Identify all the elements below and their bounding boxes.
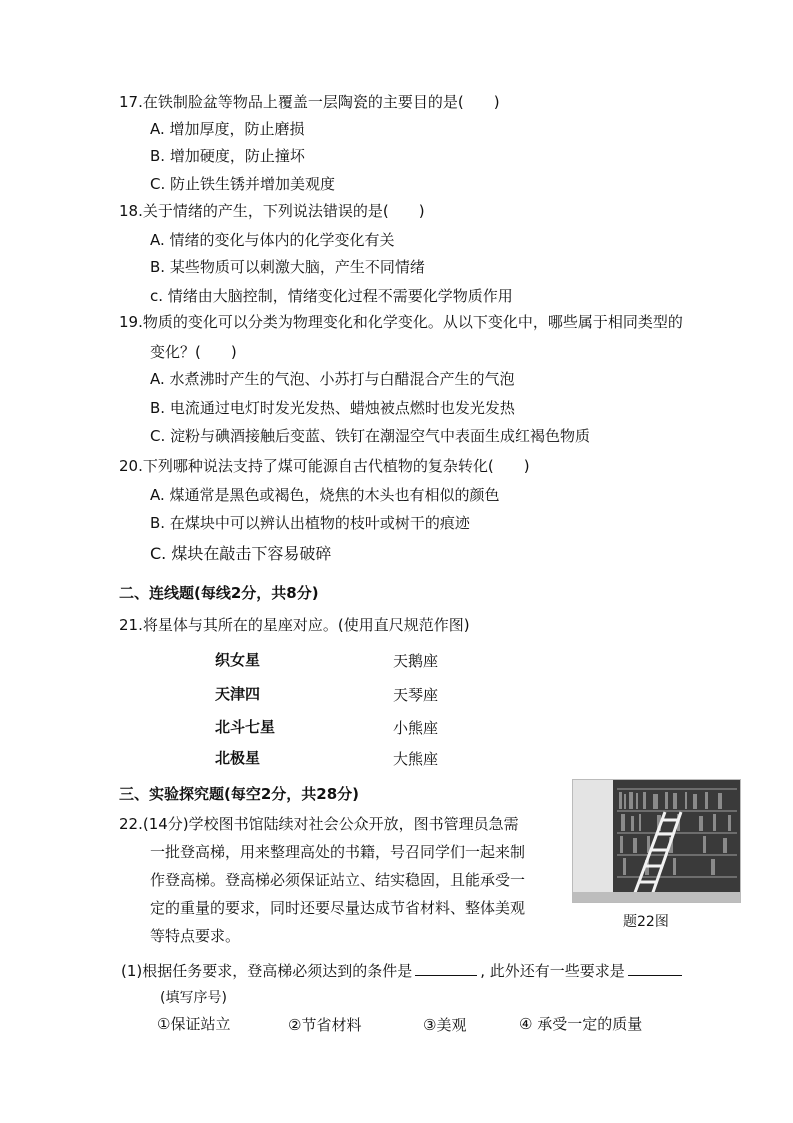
q17-option-a: A. 增加厚度，防止磨损	[150, 120, 305, 138]
star-item-1: 织女星	[215, 651, 261, 669]
star-item-2: 天津四	[215, 685, 261, 703]
section2-heading: 二、连线题(每线2分，共8分)	[119, 584, 319, 602]
choice-3: ③美观	[423, 1016, 467, 1034]
q21-stem: 21.将星体与其所在的星座对应。(使用直尺规范作图)	[119, 616, 470, 634]
star-item-3: 北斗七星	[215, 718, 276, 736]
q20-option-c: C. 煤块在敲击下容易破碎	[150, 544, 332, 563]
q19-stem-line2: 变化？( )	[150, 343, 237, 361]
constellation-item-1: 天鹅座	[393, 652, 439, 670]
q18-stem: 18.关于情绪的产生，下列说法错误的是( )	[119, 202, 425, 220]
q18-option-c: c. 情绪由大脑控制，情绪变化过程不需要化学物质作用	[150, 287, 513, 305]
choice-2: ②节省材料	[288, 1016, 362, 1034]
q22-line-4: 定的重量的要求，同时还要尽量达成节省材料、整体美观	[150, 899, 526, 917]
q17-stem: 17.在铁制脸盆等物品上覆盖一层陶瓷的主要目的是( )	[119, 93, 500, 111]
q20-stem: 20.下列哪种说法支持了煤可能源自古代植物的复杂转化( )	[119, 457, 530, 475]
q17-option-c: C. 防止铁生锈并增加美观度	[150, 175, 336, 193]
library-ladder-illustration	[573, 780, 740, 902]
q22-sub1	[121, 960, 685, 981]
constellation-item-3: 小熊座	[393, 719, 439, 737]
q22-line-3: 作登高梯。登高梯必须保证站立、结实稳固，且能承受一	[150, 871, 526, 889]
q22-sub1-note: (填写序号)	[160, 990, 227, 1006]
q19-stem-line1: 19.物质的变化可以分类为物理变化和化学变化。从以下变化中，哪些属于相同类型的	[119, 313, 683, 331]
answer-blank-2[interactable]	[628, 961, 682, 976]
q20-option-b: B. 在煤块中可以辨认出植物的枝叶或树干的痕迹	[150, 514, 470, 532]
q20-option-a: A. 煤通常是黑色或褐色，烧焦的木头也有相似的颜色	[150, 486, 500, 504]
constellation-item-2: 天琴座	[393, 686, 439, 704]
q22-figure-caption: 题22图	[623, 914, 669, 930]
q22-line-5: 等特点要求。	[150, 927, 241, 945]
q22-line-2: 一批登高梯，用来整理高处的书籍，号召同学们一起来制	[150, 843, 526, 861]
q19-option-a: A. 水煮沸时产生的气泡、小苏打与白醋混合产生的气泡	[150, 370, 515, 388]
choice-4: ④ 承受一定的质量	[519, 1015, 643, 1033]
q19-option-c: C. 淀粉与碘酒接触后变蓝、铁钉在潮湿空气中表面生成红褐色物质	[150, 427, 591, 445]
q22-sub1-text-2: , 此外还有一些要求是	[480, 962, 625, 980]
choice-1: ①保证站立	[157, 1015, 231, 1033]
q22-sub1-text-1: (1)根据任务要求，登高梯必须达到的条件是	[121, 962, 413, 980]
q18-option-a: A. 情绪的变化与体内的化学变化有关	[150, 231, 395, 249]
star-item-4: 北极星	[215, 749, 261, 767]
q22-figure-image	[572, 779, 741, 903]
q18-option-b: B. 某些物质可以刺激大脑，产生不同情绪	[150, 258, 425, 276]
q19-option-b: B. 电流通过电灯时发光发热、蜡烛被点燃时也发光发热	[150, 399, 515, 417]
q17-option-b: B. 增加硬度，防止撞坏	[150, 147, 305, 165]
constellation-item-4: 大熊座	[393, 750, 439, 768]
section3-heading: 三、实验探究题(每空2分，共28分)	[119, 785, 360, 803]
answer-blank-1[interactable]	[415, 961, 477, 976]
q22-line-1: 22.(14分)学校图书馆陆续对社会公众开放，图书管理员急需	[119, 815, 519, 833]
